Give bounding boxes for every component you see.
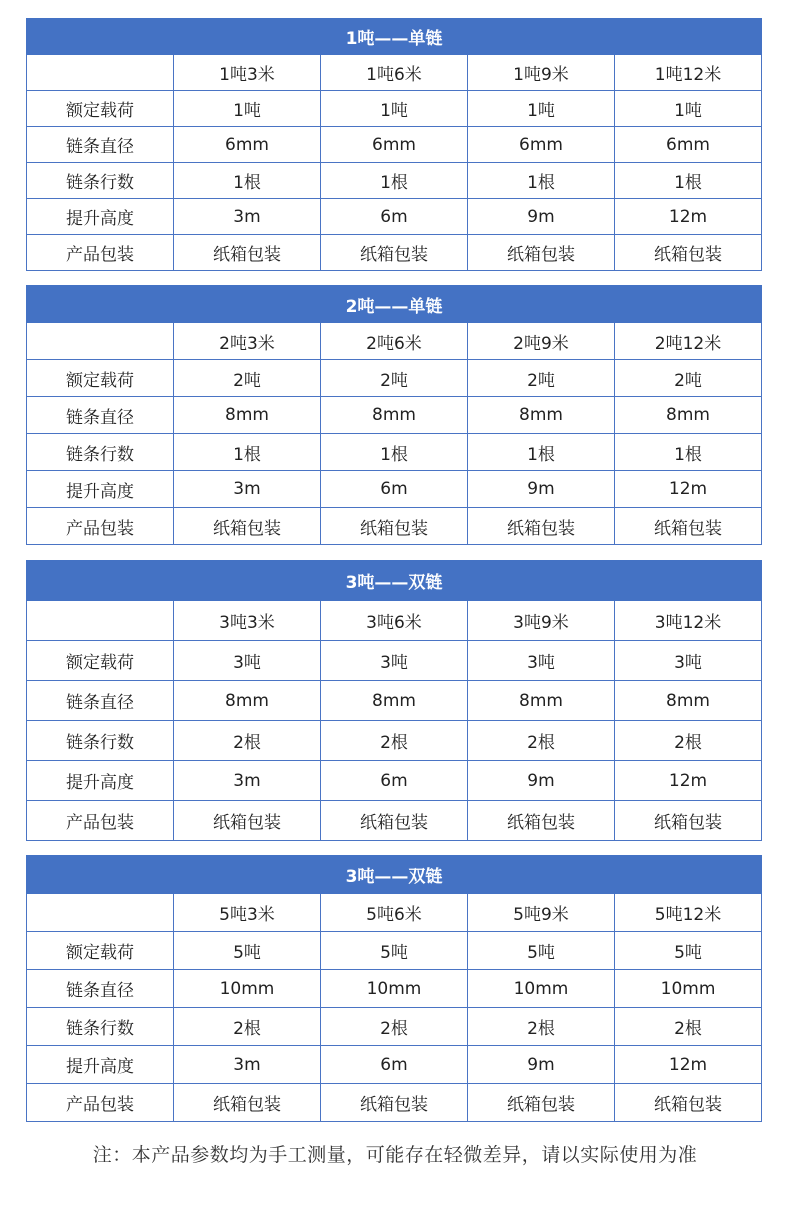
table-cell: 2根 — [615, 1008, 762, 1046]
table-cell: 2根 — [468, 1008, 615, 1046]
table-cell: 8mm — [615, 681, 762, 721]
table-cell: 8mm — [321, 397, 468, 434]
corner-cell — [27, 323, 174, 360]
table-cell: 纸箱包装 — [615, 801, 762, 841]
table-cell: 1根 — [174, 434, 321, 471]
table-cell: 纸箱包装 — [468, 235, 615, 271]
spec-table-2 — [26, 285, 762, 545]
column-header-row — [27, 55, 762, 91]
column-header: 1吨12米 — [615, 55, 762, 91]
table-row — [27, 681, 762, 721]
table-cell: 3吨 — [615, 641, 762, 681]
table-cell: 1根 — [615, 434, 762, 471]
row-label: 链条行数 — [27, 721, 174, 761]
column-header: 5吨9米 — [468, 894, 615, 932]
table-row — [27, 91, 762, 127]
table-cell: 10mm — [615, 970, 762, 1008]
column-header: 2吨6米 — [321, 323, 468, 360]
row-label: 产品包装 — [27, 508, 174, 545]
column-header: 3吨12米 — [615, 601, 762, 641]
table-cell: 6m — [321, 1046, 468, 1084]
table-cell: 12m — [615, 761, 762, 801]
corner-cell — [27, 55, 174, 91]
column-header: 1吨3米 — [174, 55, 321, 91]
row-label: 额定载荷 — [27, 932, 174, 970]
table-cell: 6mm — [174, 127, 321, 163]
table-row — [27, 1046, 762, 1084]
table-cell: 2吨 — [321, 360, 468, 397]
table-cell: 5吨 — [615, 932, 762, 970]
table-cell: 3m — [174, 1046, 321, 1084]
column-header-row — [27, 601, 762, 641]
table-cell: 纸箱包装 — [321, 801, 468, 841]
table-cell: 1根 — [468, 434, 615, 471]
table-cell: 2根 — [174, 1008, 321, 1046]
table-cell: 6m — [321, 199, 468, 235]
column-header: 5吨12米 — [615, 894, 762, 932]
table-cell: 2吨 — [468, 360, 615, 397]
table-cell: 8mm — [468, 397, 615, 434]
row-label: 链条直径 — [27, 970, 174, 1008]
table-title: 2吨——单链 — [27, 286, 762, 323]
table-cell: 8mm — [468, 681, 615, 721]
table-row — [27, 641, 762, 681]
table-row — [27, 434, 762, 471]
table-cell: 纸箱包装 — [321, 235, 468, 271]
table-cell: 纸箱包装 — [615, 235, 762, 271]
table-cell: 1吨 — [615, 91, 762, 127]
column-header: 2吨9米 — [468, 323, 615, 360]
table-cell: 12m — [615, 199, 762, 235]
column-header: 2吨3米 — [174, 323, 321, 360]
row-label: 提升高度 — [27, 199, 174, 235]
table-cell: 3吨 — [468, 641, 615, 681]
table-cell: 纸箱包装 — [615, 508, 762, 545]
table-cell: 纸箱包装 — [174, 1084, 321, 1122]
table-cell: 纸箱包装 — [321, 1084, 468, 1122]
table-cell: 5吨 — [468, 932, 615, 970]
column-header: 1吨6米 — [321, 55, 468, 91]
table-cell: 1吨 — [468, 91, 615, 127]
table-cell: 1根 — [174, 163, 321, 199]
table-cell: 3吨 — [174, 641, 321, 681]
table-row — [27, 1008, 762, 1046]
corner-cell — [27, 601, 174, 641]
table-cell: 8mm — [615, 397, 762, 434]
row-label: 产品包装 — [27, 235, 174, 271]
table-cell: 纸箱包装 — [615, 1084, 762, 1122]
table-row — [27, 163, 762, 199]
row-label: 提升高度 — [27, 1046, 174, 1084]
spec-table-4 — [26, 855, 762, 1122]
table-row — [27, 508, 762, 545]
column-header: 1吨9米 — [468, 55, 615, 91]
table-cell: 1根 — [321, 434, 468, 471]
table-cell: 2根 — [615, 721, 762, 761]
table-row — [27, 397, 762, 434]
table-cell: 1吨 — [321, 91, 468, 127]
table-row — [27, 199, 762, 235]
table-cell: 6mm — [468, 127, 615, 163]
column-header-row — [27, 323, 762, 360]
row-label: 产品包装 — [27, 1084, 174, 1122]
column-header: 3吨9米 — [468, 601, 615, 641]
table-cell: 10mm — [174, 970, 321, 1008]
table-cell: 2根 — [174, 721, 321, 761]
table-row — [27, 970, 762, 1008]
spec-table-1 — [26, 18, 762, 271]
table-cell: 纸箱包装 — [468, 1084, 615, 1122]
table-row — [27, 360, 762, 397]
table-cell: 2根 — [468, 721, 615, 761]
table-cell: 3m — [174, 471, 321, 508]
table-cell: 6mm — [321, 127, 468, 163]
table-cell: 8mm — [174, 681, 321, 721]
row-label: 额定载荷 — [27, 641, 174, 681]
table-cell: 1根 — [615, 163, 762, 199]
column-header: 3吨6米 — [321, 601, 468, 641]
table-cell: 2吨 — [174, 360, 321, 397]
table-cell: 12m — [615, 471, 762, 508]
table-cell: 12m — [615, 1046, 762, 1084]
row-label: 链条直径 — [27, 397, 174, 434]
row-label: 提升高度 — [27, 471, 174, 508]
table-cell: 1根 — [468, 163, 615, 199]
table-cell: 纸箱包装 — [468, 508, 615, 545]
row-label: 链条直径 — [27, 127, 174, 163]
table-cell: 5吨 — [321, 932, 468, 970]
row-label: 链条直径 — [27, 681, 174, 721]
table-title: 3吨——双链 — [27, 856, 762, 894]
table-row — [27, 932, 762, 970]
table-cell: 1根 — [321, 163, 468, 199]
table-cell: 10mm — [321, 970, 468, 1008]
table-row — [27, 127, 762, 163]
table-cell: 5吨 — [174, 932, 321, 970]
column-header-row — [27, 894, 762, 932]
table-cell: 6mm — [615, 127, 762, 163]
table-cell: 纸箱包装 — [321, 508, 468, 545]
table-row — [27, 1084, 762, 1122]
column-header: 3吨3米 — [174, 601, 321, 641]
row-label: 链条行数 — [27, 1008, 174, 1046]
table-cell: 纸箱包装 — [174, 235, 321, 271]
table-cell: 9m — [468, 471, 615, 508]
row-label: 产品包装 — [27, 801, 174, 841]
table-cell: 2吨 — [615, 360, 762, 397]
corner-cell — [27, 894, 174, 932]
row-label: 链条行数 — [27, 163, 174, 199]
table-cell: 9m — [468, 1046, 615, 1084]
table-cell: 9m — [468, 199, 615, 235]
column-header: 5吨3米 — [174, 894, 321, 932]
table-cell: 6m — [321, 471, 468, 508]
row-label: 提升高度 — [27, 761, 174, 801]
spec-table-3 — [26, 560, 762, 841]
table-cell: 3m — [174, 199, 321, 235]
table-row — [27, 721, 762, 761]
table-cell: 8mm — [321, 681, 468, 721]
table-row — [27, 235, 762, 271]
table-title: 3吨——双链 — [27, 561, 762, 601]
table-cell: 8mm — [174, 397, 321, 434]
column-header: 5吨6米 — [321, 894, 468, 932]
row-label: 链条行数 — [27, 434, 174, 471]
table-cell: 6m — [321, 761, 468, 801]
table-title: 1吨——单链 — [27, 19, 762, 55]
table-cell: 3吨 — [321, 641, 468, 681]
table-row — [27, 801, 762, 841]
table-cell: 1吨 — [174, 91, 321, 127]
disclaimer-note: 注：本产品参数均为手工测量，可能存在轻微差异，请以实际使用为准 — [92, 1144, 698, 1166]
row-label: 额定载荷 — [27, 91, 174, 127]
column-header: 2吨12米 — [615, 323, 762, 360]
table-row — [27, 471, 762, 508]
table-cell: 9m — [468, 761, 615, 801]
table-cell: 3m — [174, 761, 321, 801]
table-row — [27, 761, 762, 801]
row-label: 额定载荷 — [27, 360, 174, 397]
table-cell: 纸箱包装 — [174, 508, 321, 545]
table-cell: 10mm — [468, 970, 615, 1008]
table-cell: 纸箱包装 — [468, 801, 615, 841]
table-cell: 纸箱包装 — [174, 801, 321, 841]
table-cell: 2根 — [321, 721, 468, 761]
table-cell: 2根 — [321, 1008, 468, 1046]
